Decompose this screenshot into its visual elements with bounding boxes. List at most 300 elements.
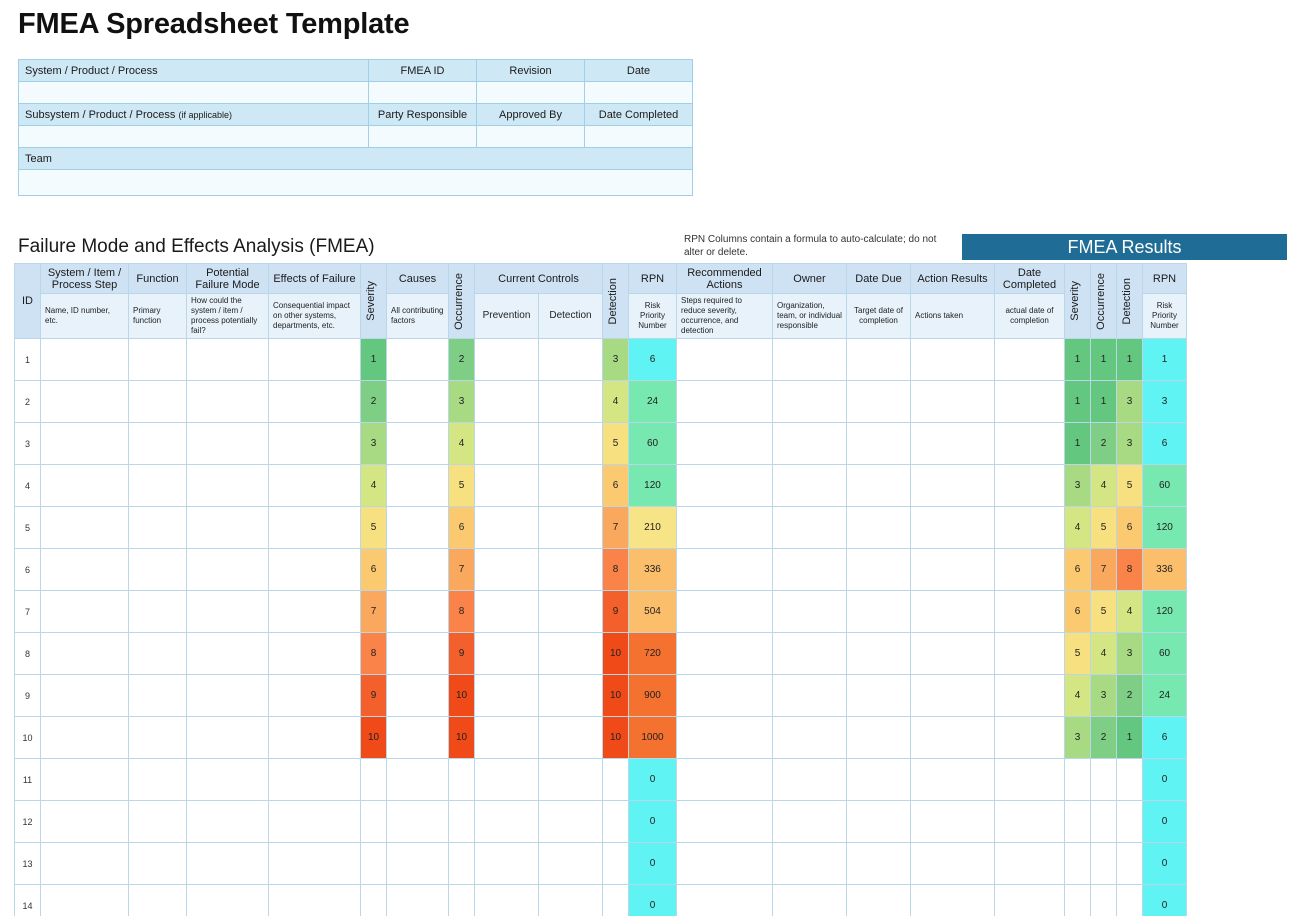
cell-detection-control[interactable]: [539, 675, 603, 717]
cell-system-item[interactable]: [41, 507, 129, 549]
sub-date-due: Target date of completion: [847, 294, 911, 339]
cell-result-detection[interactable]: 4: [1117, 591, 1143, 633]
cell-severity[interactable]: 2: [361, 381, 387, 423]
cell-potential-failure-mode[interactable]: [187, 843, 269, 885]
cell-action-results[interactable]: [911, 801, 995, 843]
cell-date-due[interactable]: [847, 591, 911, 633]
cell-potential-failure-mode[interactable]: [187, 465, 269, 507]
cell-action-results[interactable]: [911, 717, 995, 759]
cell-owner[interactable]: [773, 591, 847, 633]
cell-prevention[interactable]: [475, 759, 539, 801]
cell-result-severity[interactable]: 3: [1065, 465, 1091, 507]
cell-owner[interactable]: [773, 423, 847, 465]
cell-result-detection[interactable]: 3: [1117, 381, 1143, 423]
cell-result-detection[interactable]: 1: [1117, 339, 1143, 381]
cell-severity[interactable]: [361, 885, 387, 916]
cell-occurrence[interactable]: 7: [449, 549, 475, 591]
cell-effects-of-failure[interactable]: [269, 885, 361, 916]
cell-recommended-actions[interactable]: [677, 633, 773, 675]
cell-result-occurrence[interactable]: [1091, 843, 1117, 885]
cell-causes[interactable]: [387, 549, 449, 591]
cell-severity[interactable]: 8: [361, 633, 387, 675]
cell-detection[interactable]: 4: [603, 381, 629, 423]
cell-owner[interactable]: [773, 801, 847, 843]
cell-date-completed[interactable]: [995, 717, 1065, 759]
cell-effects-of-failure[interactable]: [269, 549, 361, 591]
cell-date-completed[interactable]: [995, 465, 1065, 507]
cell-detection[interactable]: [603, 843, 629, 885]
table-row: [19, 148, 693, 170]
cell-date-completed[interactable]: [995, 423, 1065, 465]
cell-rpn: 120: [629, 465, 677, 507]
cell-result-occurrence[interactable]: 2: [1091, 423, 1117, 465]
cell-detection-control[interactable]: [539, 423, 603, 465]
cell-recommended-actions[interactable]: [677, 549, 773, 591]
cell-system-item[interactable]: [41, 717, 129, 759]
cell-causes[interactable]: [387, 633, 449, 675]
cell-date-completed[interactable]: [995, 843, 1065, 885]
cell-result-detection[interactable]: 2: [1117, 675, 1143, 717]
cell-date-due[interactable]: [847, 885, 911, 916]
cell-result-severity[interactable]: 1: [1065, 423, 1091, 465]
cell-action-results[interactable]: [911, 843, 995, 885]
sub-result-rpn: Risk Priority Number: [1143, 294, 1187, 339]
cell-result-rpn: 6: [1143, 717, 1187, 759]
cell-result-occurrence[interactable]: 1: [1091, 381, 1117, 423]
cell-prevention[interactable]: [475, 717, 539, 759]
cell-result-occurrence[interactable]: 4: [1091, 633, 1117, 675]
row-id: 9: [15, 675, 41, 717]
cell-result-rpn: 60: [1143, 465, 1187, 507]
table-row: [15, 381, 1187, 423]
cell-potential-failure-mode[interactable]: [187, 801, 269, 843]
cell-result-detection[interactable]: [1117, 843, 1143, 885]
cell-result-severity[interactable]: 4: [1065, 507, 1091, 549]
cell-severity[interactable]: [361, 843, 387, 885]
cell-detection-control[interactable]: [539, 507, 603, 549]
cell-system-item[interactable]: [41, 381, 129, 423]
cell-recommended-actions[interactable]: [677, 675, 773, 717]
cell-action-results[interactable]: [911, 465, 995, 507]
cell-system-item[interactable]: [41, 759, 129, 801]
cell-date-due[interactable]: [847, 759, 911, 801]
cell-effects-of-failure[interactable]: [269, 843, 361, 885]
cell-rpn: 6: [629, 339, 677, 381]
cell-occurrence[interactable]: 10: [449, 675, 475, 717]
row-id: 2: [15, 381, 41, 423]
cell-owner[interactable]: [773, 633, 847, 675]
cell-recommended-actions[interactable]: [677, 423, 773, 465]
cell-effects-of-failure[interactable]: [269, 381, 361, 423]
cell-action-results[interactable]: [911, 423, 995, 465]
cell-detection-control[interactable]: [539, 465, 603, 507]
col-id: ID: [15, 264, 41, 339]
cell-date-due[interactable]: [847, 843, 911, 885]
col-severity-label: Severity: [365, 281, 377, 321]
cell-recommended-actions[interactable]: [677, 717, 773, 759]
cell-potential-failure-mode[interactable]: [187, 675, 269, 717]
cell-date-due[interactable]: [847, 381, 911, 423]
cell-function[interactable]: [129, 885, 187, 916]
cell-severity[interactable]: [361, 801, 387, 843]
cell-result-severity[interactable]: 1: [1065, 381, 1091, 423]
cell-potential-failure-mode[interactable]: [187, 423, 269, 465]
cell-causes[interactable]: [387, 465, 449, 507]
cell-causes[interactable]: [387, 507, 449, 549]
cell-potential-failure-mode[interactable]: [187, 633, 269, 675]
cell-rpn: 0: [629, 801, 677, 843]
cell-result-detection[interactable]: 1: [1117, 717, 1143, 759]
cell-causes[interactable]: [387, 843, 449, 885]
cell-owner[interactable]: [773, 843, 847, 885]
cell-occurrence[interactable]: 9: [449, 633, 475, 675]
cell-result-detection[interactable]: 3: [1117, 423, 1143, 465]
cell-occurrence[interactable]: 10: [449, 717, 475, 759]
cell-prevention[interactable]: [475, 339, 539, 381]
cell-rpn: 900: [629, 675, 677, 717]
cell-owner[interactable]: [773, 465, 847, 507]
cell-potential-failure-mode[interactable]: [187, 717, 269, 759]
cell-effects-of-failure[interactable]: [269, 507, 361, 549]
cell-date-completed[interactable]: [995, 507, 1065, 549]
cell-severity[interactable]: 7: [361, 591, 387, 633]
field-revision[interactable]: [477, 82, 585, 104]
cell-causes[interactable]: [387, 801, 449, 843]
cell-system-item[interactable]: [41, 675, 129, 717]
cell-result-detection[interactable]: [1117, 759, 1143, 801]
field-date[interactable]: [585, 82, 693, 104]
cell-prevention[interactable]: [475, 675, 539, 717]
cell-result-severity[interactable]: 6: [1065, 591, 1091, 633]
cell-date-completed[interactable]: [995, 885, 1065, 916]
cell-date-due[interactable]: [847, 675, 911, 717]
label-approved-by: Approved By: [477, 104, 585, 126]
row-id: 4: [15, 465, 41, 507]
table-row: [15, 801, 1187, 843]
cell-causes[interactable]: [387, 675, 449, 717]
cell-result-rpn: 60: [1143, 633, 1187, 675]
cell-function[interactable]: [129, 507, 187, 549]
cell-result-detection[interactable]: 3: [1117, 633, 1143, 675]
cell-prevention[interactable]: [475, 381, 539, 423]
cell-occurrence[interactable]: 6: [449, 507, 475, 549]
row-id: 1: [15, 339, 41, 381]
cell-date-completed[interactable]: [995, 549, 1065, 591]
cell-result-occurrence[interactable]: 2: [1091, 717, 1117, 759]
cell-detection[interactable]: 5: [603, 423, 629, 465]
cell-rpn: 24: [629, 381, 677, 423]
cell-prevention[interactable]: [475, 633, 539, 675]
cell-recommended-actions[interactable]: [677, 801, 773, 843]
cell-occurrence[interactable]: [449, 843, 475, 885]
cell-action-results[interactable]: [911, 591, 995, 633]
cell-function[interactable]: [129, 675, 187, 717]
cell-result-detection[interactable]: [1117, 801, 1143, 843]
cell-date-completed[interactable]: [995, 633, 1065, 675]
cell-severity[interactable]: 9: [361, 675, 387, 717]
cell-detection-control[interactable]: [539, 801, 603, 843]
cell-function[interactable]: [129, 549, 187, 591]
cell-detection[interactable]: 7: [603, 507, 629, 549]
cell-owner[interactable]: [773, 885, 847, 916]
cell-detection-control[interactable]: [539, 759, 603, 801]
cell-system-item[interactable]: [41, 549, 129, 591]
cell-causes[interactable]: [387, 759, 449, 801]
cell-recommended-actions[interactable]: [677, 591, 773, 633]
col-rpn: RPN: [629, 264, 677, 294]
cell-result-occurrence[interactable]: 5: [1091, 591, 1117, 633]
cell-potential-failure-mode[interactable]: [187, 339, 269, 381]
cell-date-due[interactable]: [847, 717, 911, 759]
cell-result-occurrence[interactable]: [1091, 801, 1117, 843]
cell-prevention[interactable]: [475, 843, 539, 885]
cell-detection[interactable]: 10: [603, 675, 629, 717]
cell-result-rpn: 0: [1143, 801, 1187, 843]
cell-occurrence[interactable]: 2: [449, 339, 475, 381]
cell-effects-of-failure[interactable]: [269, 801, 361, 843]
cell-detection[interactable]: [603, 759, 629, 801]
sub-effects-of-failure: Consequential impact on other systems, departments, etc.: [269, 294, 361, 339]
cell-system-item[interactable]: [41, 423, 129, 465]
label-revision: Revision: [477, 60, 585, 82]
row-id: 11: [15, 759, 41, 801]
cell-effects-of-failure[interactable]: [269, 423, 361, 465]
cell-prevention[interactable]: [475, 549, 539, 591]
cell-action-results[interactable]: [911, 381, 995, 423]
sub-potential-failure-mode: How could the system / item / process potentially fail?: [187, 294, 269, 339]
cell-detection[interactable]: 10: [603, 633, 629, 675]
col-result-rpn: RPN: [1143, 264, 1187, 294]
cell-severity[interactable]: 4: [361, 465, 387, 507]
cell-prevention[interactable]: [475, 885, 539, 916]
table-row: [19, 82, 693, 104]
cell-result-severity[interactable]: 4: [1065, 675, 1091, 717]
cell-result-occurrence[interactable]: 3: [1091, 675, 1117, 717]
cell-severity[interactable]: 6: [361, 549, 387, 591]
cell-prevention[interactable]: [475, 423, 539, 465]
cell-recommended-actions[interactable]: [677, 843, 773, 885]
cell-causes[interactable]: [387, 423, 449, 465]
sub-date-completed: actual date of completion: [995, 294, 1065, 339]
cell-prevention[interactable]: [475, 591, 539, 633]
label-subsystem-product-process: [19, 104, 369, 126]
cell-occurrence[interactable]: 4: [449, 423, 475, 465]
cell-result-severity[interactable]: [1065, 801, 1091, 843]
cell-result-detection[interactable]: 8: [1117, 549, 1143, 591]
cell-recommended-actions[interactable]: [677, 885, 773, 916]
cell-potential-failure-mode[interactable]: [187, 549, 269, 591]
cell-occurrence[interactable]: [449, 885, 475, 916]
cell-severity[interactable]: 10: [361, 717, 387, 759]
cell-potential-failure-mode[interactable]: [187, 381, 269, 423]
cell-function[interactable]: [129, 465, 187, 507]
cell-date-completed[interactable]: [995, 591, 1065, 633]
cell-detection-control[interactable]: [539, 381, 603, 423]
cell-date-due[interactable]: [847, 339, 911, 381]
cell-severity[interactable]: 3: [361, 423, 387, 465]
cell-detection-control[interactable]: [539, 591, 603, 633]
cell-result-occurrence[interactable]: 5: [1091, 507, 1117, 549]
cell-causes[interactable]: [387, 591, 449, 633]
cell-detection[interactable]: [603, 801, 629, 843]
cell-occurrence[interactable]: 3: [449, 381, 475, 423]
cell-detection-control[interactable]: [539, 549, 603, 591]
cell-function[interactable]: [129, 339, 187, 381]
cell-result-detection[interactable]: 5: [1117, 465, 1143, 507]
cell-date-due[interactable]: [847, 465, 911, 507]
cell-owner[interactable]: [773, 675, 847, 717]
cell-date-completed[interactable]: [995, 381, 1065, 423]
cell-result-severity[interactable]: [1065, 759, 1091, 801]
cell-detection-control[interactable]: [539, 885, 603, 916]
cell-result-severity[interactable]: 6: [1065, 549, 1091, 591]
cell-owner[interactable]: [773, 549, 847, 591]
cell-result-occurrence[interactable]: 1: [1091, 339, 1117, 381]
cell-effects-of-failure[interactable]: [269, 717, 361, 759]
cell-occurrence[interactable]: 8: [449, 591, 475, 633]
row-id: 12: [15, 801, 41, 843]
cell-system-item[interactable]: [41, 339, 129, 381]
cell-result-severity[interactable]: [1065, 885, 1091, 916]
cell-function[interactable]: [129, 759, 187, 801]
cell-occurrence[interactable]: [449, 759, 475, 801]
cell-function[interactable]: [129, 381, 187, 423]
cell-function[interactable]: [129, 423, 187, 465]
cell-prevention[interactable]: [475, 465, 539, 507]
field-party-responsible[interactable]: [369, 126, 477, 148]
field-approved-by[interactable]: [477, 126, 585, 148]
cell-result-severity[interactable]: 1: [1065, 339, 1091, 381]
sub-rpn: Risk Priority Number: [629, 294, 677, 339]
cell-detection-control[interactable]: [539, 843, 603, 885]
cell-result-severity[interactable]: [1065, 843, 1091, 885]
cell-causes[interactable]: [387, 885, 449, 916]
cell-prevention[interactable]: [475, 507, 539, 549]
cell-function[interactable]: [129, 717, 187, 759]
cell-action-results[interactable]: [911, 633, 995, 675]
cell-result-rpn: 3: [1143, 381, 1187, 423]
cell-prevention[interactable]: [475, 801, 539, 843]
cell-result-rpn: 1: [1143, 339, 1187, 381]
cell-detection-control[interactable]: [539, 339, 603, 381]
cell-causes[interactable]: [387, 381, 449, 423]
cell-potential-failure-mode[interactable]: [187, 885, 269, 916]
cell-result-occurrence[interactable]: 7: [1091, 549, 1117, 591]
col-severity: [361, 264, 387, 339]
cell-system-item[interactable]: [41, 591, 129, 633]
field-team[interactable]: [19, 170, 693, 196]
cell-date-due[interactable]: [847, 507, 911, 549]
cell-causes[interactable]: [387, 339, 449, 381]
cell-date-due[interactable]: [847, 633, 911, 675]
sub-function: Primary function: [129, 294, 187, 339]
cell-result-detection[interactable]: 6: [1117, 507, 1143, 549]
cell-system-item[interactable]: [41, 885, 129, 916]
cell-severity[interactable]: 1: [361, 339, 387, 381]
cell-action-results[interactable]: [911, 507, 995, 549]
cell-effects-of-failure[interactable]: [269, 465, 361, 507]
cell-occurrence[interactable]: [449, 801, 475, 843]
cell-date-completed[interactable]: [995, 759, 1065, 801]
field-fmea-id[interactable]: [369, 82, 477, 104]
cell-date-due[interactable]: [847, 549, 911, 591]
cell-action-results[interactable]: [911, 549, 995, 591]
cell-owner[interactable]: [773, 759, 847, 801]
cell-recommended-actions[interactable]: [677, 507, 773, 549]
cell-function[interactable]: [129, 633, 187, 675]
cell-system-item[interactable]: [41, 633, 129, 675]
cell-effects-of-failure[interactable]: [269, 591, 361, 633]
cell-result-severity[interactable]: 5: [1065, 633, 1091, 675]
cell-action-results[interactable]: [911, 885, 995, 916]
cell-date-completed[interactable]: [995, 675, 1065, 717]
cell-owner[interactable]: [773, 339, 847, 381]
cell-date-due[interactable]: [847, 423, 911, 465]
row-id: 14: [15, 885, 41, 916]
cell-recommended-actions[interactable]: [677, 759, 773, 801]
cell-potential-failure-mode[interactable]: [187, 507, 269, 549]
cell-detection[interactable]: 6: [603, 465, 629, 507]
cell-owner[interactable]: [773, 381, 847, 423]
cell-severity[interactable]: 5: [361, 507, 387, 549]
cell-potential-failure-mode[interactable]: [187, 591, 269, 633]
cell-recommended-actions[interactable]: [677, 381, 773, 423]
cell-effects-of-failure[interactable]: [269, 633, 361, 675]
cell-function[interactable]: [129, 591, 187, 633]
cell-date-completed[interactable]: [995, 801, 1065, 843]
label-date-completed: Date Completed: [585, 104, 693, 126]
field-subsystem-product-process[interactable]: [19, 126, 369, 148]
cell-action-results[interactable]: [911, 675, 995, 717]
cell-owner[interactable]: [773, 717, 847, 759]
cell-occurrence[interactable]: 5: [449, 465, 475, 507]
cell-detection[interactable]: 10: [603, 717, 629, 759]
cell-function[interactable]: [129, 843, 187, 885]
row-id: 7: [15, 591, 41, 633]
cell-owner[interactable]: [773, 507, 847, 549]
cell-detection-control[interactable]: [539, 633, 603, 675]
cell-system-item[interactable]: [41, 801, 129, 843]
cell-action-results[interactable]: [911, 339, 995, 381]
cell-detection[interactable]: [603, 885, 629, 916]
cell-date-completed[interactable]: [995, 339, 1065, 381]
cell-effects-of-failure[interactable]: [269, 339, 361, 381]
cell-effects-of-failure[interactable]: [269, 675, 361, 717]
cell-result-occurrence[interactable]: [1091, 885, 1117, 916]
cell-result-severity[interactable]: 3: [1065, 717, 1091, 759]
cell-date-due[interactable]: [847, 801, 911, 843]
cell-effects-of-failure[interactable]: [269, 759, 361, 801]
cell-potential-failure-mode[interactable]: [187, 759, 269, 801]
field-system-product-process[interactable]: [19, 82, 369, 104]
cell-result-detection[interactable]: [1117, 885, 1143, 916]
cell-system-item[interactable]: [41, 465, 129, 507]
cell-detection[interactable]: 8: [603, 549, 629, 591]
cell-causes[interactable]: [387, 717, 449, 759]
cell-result-occurrence[interactable]: 4: [1091, 465, 1117, 507]
cell-severity[interactable]: [361, 759, 387, 801]
cell-system-item[interactable]: [41, 843, 129, 885]
cell-result-occurrence[interactable]: [1091, 759, 1117, 801]
cell-detection-control[interactable]: [539, 717, 603, 759]
cell-action-results[interactable]: [911, 759, 995, 801]
field-date-completed[interactable]: [585, 126, 693, 148]
cell-recommended-actions[interactable]: [677, 465, 773, 507]
cell-detection[interactable]: 9: [603, 591, 629, 633]
cell-detection[interactable]: 3: [603, 339, 629, 381]
cell-function[interactable]: [129, 801, 187, 843]
cell-recommended-actions[interactable]: [677, 339, 773, 381]
